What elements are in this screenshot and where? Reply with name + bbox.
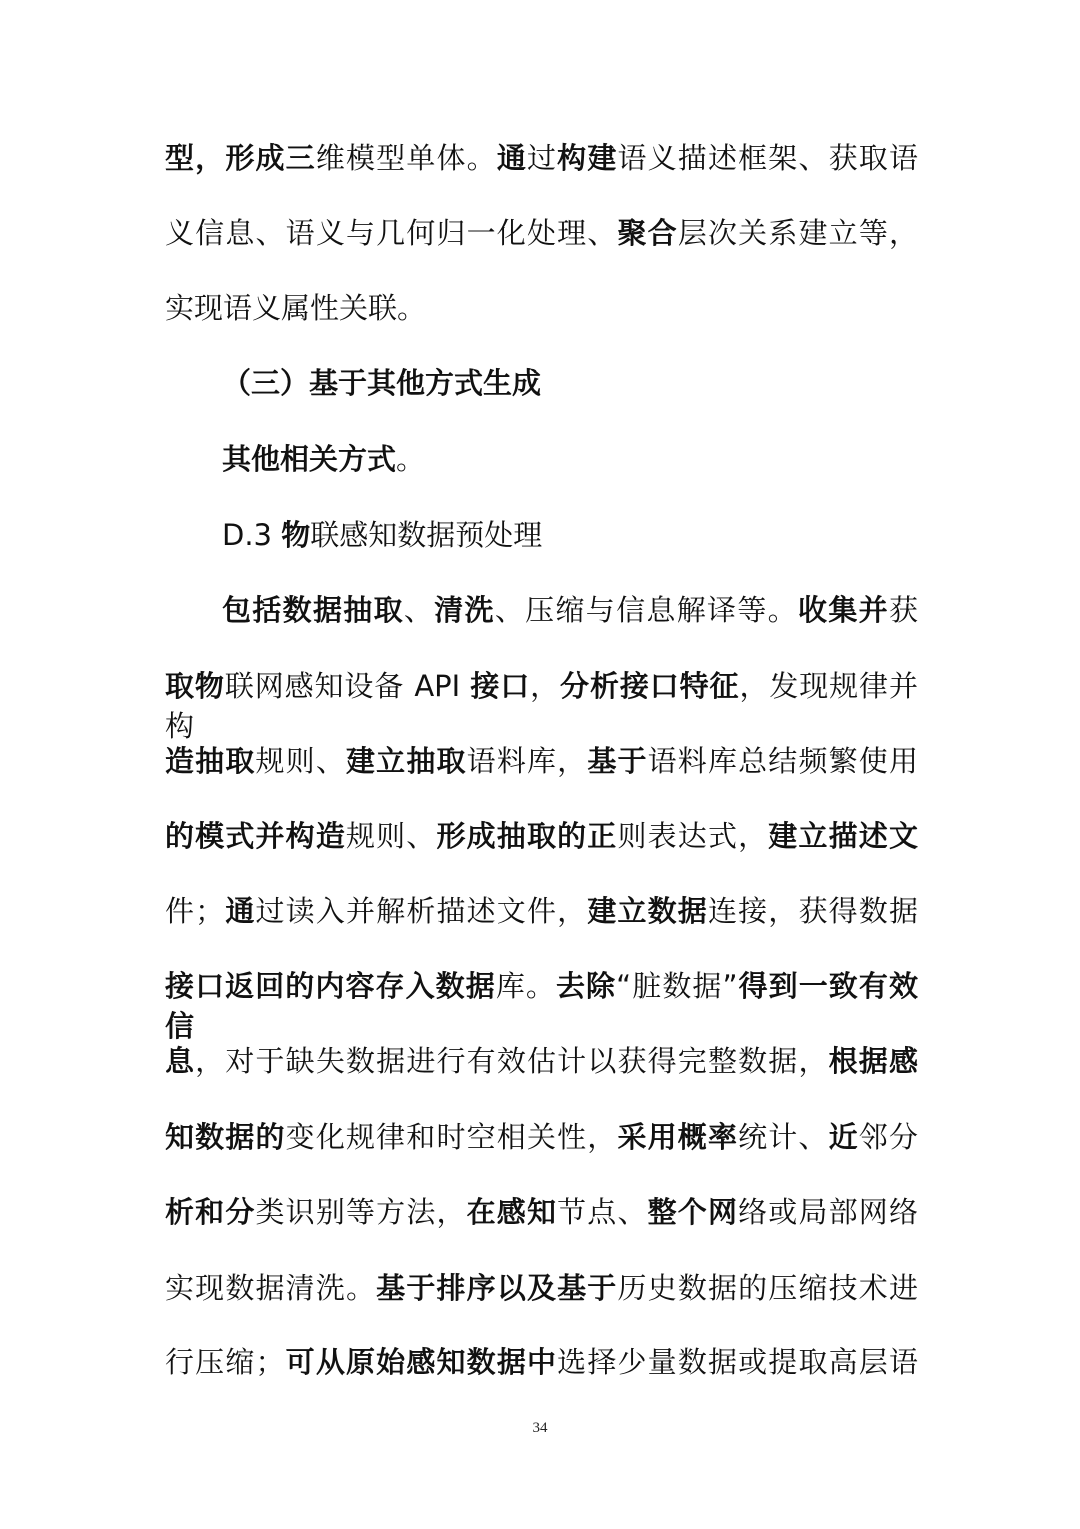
text-line [165,1117,918,1157]
bold-text-run: 通 [496,141,527,175]
text-run: 节点、 [557,1195,648,1229]
text-run: 库。 [495,969,556,1003]
text-line [165,741,918,781]
text-run: ， [530,669,561,703]
text-run: 统计、 [738,1120,829,1154]
text-line [165,666,918,743]
text-run: 实现语义属性关联。 [165,291,427,325]
text-run: 过读入并解析描述文件， [255,894,588,928]
text-run: 语料库总结频繁使用 [647,744,918,778]
bold-text-run: 分析接口特征 [560,669,740,703]
text-run: 规则、 [255,744,346,778]
bold-text-run: 接口 [470,669,531,703]
text-line [165,816,918,856]
bold-text-run: 取物 [165,669,225,703]
text-line [165,288,918,328]
text-run: 实现数据清洗。 [165,1271,377,1305]
text-run: 规则、 [345,819,437,853]
bold-text-run: 采用概率 [617,1120,739,1154]
text-run: ，对于缺失数据进行有效估计以获得完整数据， [195,1044,829,1078]
bold-text-run: 物 [281,518,311,552]
text-line [165,1268,918,1308]
text-run: 行压缩； [165,1345,285,1379]
bold-text-run: 建立描述文 [768,819,918,853]
text-line [222,515,542,555]
bold-text-run: 构建 [557,141,618,175]
page-number: 34 [532,1420,548,1436]
text-line [165,213,918,253]
text-run: 语料库， [466,744,588,778]
bold-text-run: 形成抽取的正 [436,819,618,853]
text-run: 类识别等方法， [255,1195,467,1229]
bold-text-run: 去除 [555,969,617,1003]
bold-text-run: 形成三 [225,141,316,175]
text-run: 层次关系建立等， [677,216,918,250]
text-run: D.3 [222,518,282,552]
bold-text-run: 基于排序以及基于 [376,1271,618,1305]
bold-text-run: 建立数据 [587,894,708,928]
bold-text-run: 建立抽取 [346,744,467,778]
text-run: 语义描述框架、获取语 [617,141,918,175]
bold-text-run: 造抽取 [165,744,256,778]
bold-text-run: 收集并 [798,593,889,627]
text-run: 、 [403,593,435,627]
bold-text-run: 析和分 [165,1195,256,1229]
text-run: 联感知数据预处理 [310,518,543,552]
text-line [165,1192,918,1232]
text-run: 联网感知设备 API [224,669,471,703]
text-line [165,891,918,931]
text-run: 维模型单体。 [315,141,497,175]
text-run: “脏数据” [616,969,738,1003]
bold-text-run: 知数据的 [165,1120,286,1154]
bold-text-run: 型， [165,141,226,175]
text-line [165,138,918,178]
text-run: 义信息、语义与几何归一化处理、 [165,216,618,250]
bold-text-run: 聚合 [617,216,678,250]
text-run: 获 [888,593,918,627]
bold-text-run: 通 [224,894,256,928]
text-run: 、压缩与信息解译等。 [494,593,798,627]
text-line [165,1342,918,1382]
bold-text-run: 在感知 [466,1195,558,1229]
text-run: 件； [165,894,225,928]
text-run: 历史数据的压缩技术进 [617,1271,918,1305]
bold-text-run: 其他相关方式 [222,442,397,476]
text-run: 变化规律和时空相关性， [285,1120,618,1154]
bold-text-run: （三）基于其他方式生成 [222,366,542,400]
text-run: 则表达式， [617,819,769,853]
text-line [165,1041,918,1081]
text-run: 过 [526,141,558,175]
text-line [222,363,541,403]
text-line [222,590,918,630]
text-run: 选择少量数据或提取高层语 [557,1345,918,1379]
text-line [222,439,425,479]
bold-text-run: 基于 [587,744,648,778]
text-run: ，发现规律并构 [165,669,918,743]
text-run: 邻分 [858,1120,918,1154]
bold-text-run: 接口返回的内容存入数据 [165,969,496,1003]
bold-text-run: 包括数据抽取 [222,593,404,627]
bold-text-run: 整个网 [647,1195,739,1229]
bold-text-run: 得到一致有效信 [165,969,918,1043]
bold-text-run: 清洗 [434,593,495,627]
text-line [165,966,918,1043]
bold-text-run: 可从原始感知数据中 [284,1345,558,1379]
text-run: 连接，获得数据 [707,894,918,928]
bold-text-run: 息 [165,1044,196,1078]
text-run: 。 [396,442,426,476]
bold-text-run: 的模式并构造 [165,819,346,853]
bold-text-run: 根据感 [828,1044,918,1078]
bold-text-run: 近 [828,1120,859,1154]
text-run: 络或局部网络 [738,1195,918,1229]
